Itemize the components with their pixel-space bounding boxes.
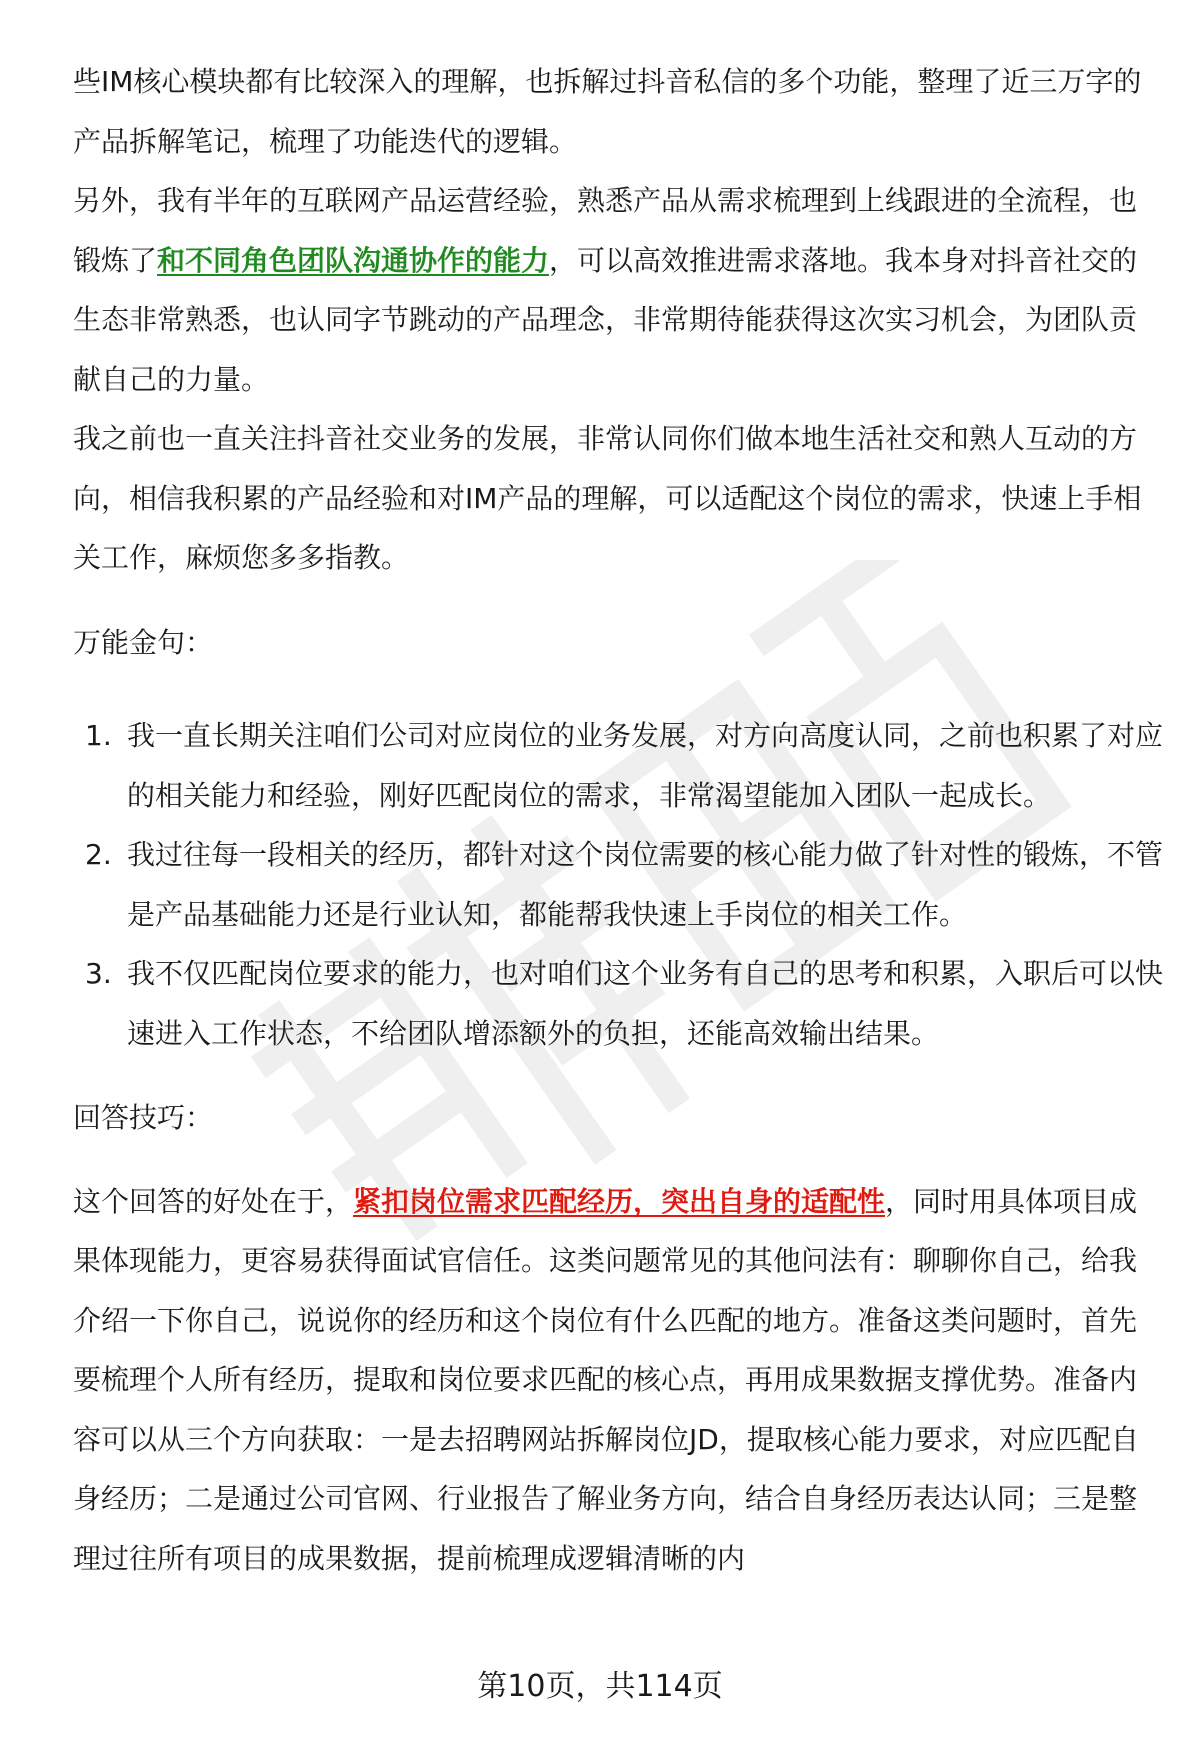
list-item-text: 我一直长期关注咱们公司对应岗位的业务发展，对方向高度认同，之前也积累了对应的相关能力和经验，刚好匹配岗位的需求，非常渴望能加入团队一起成长。 (127, 719, 1164, 812)
highlight-collaboration-ability: 和不同角色团队沟通协作的能力 (157, 243, 550, 277)
paragraph-operations-experience (73, 171, 1163, 409)
list-item-number: 1. (85, 719, 112, 752)
golden-sentence-list (73, 706, 1163, 1063)
paragraph-text-segment: ，同时用具体项目成果体现能力，更容易获得面试官信任。这类问题常见的其他问法有：聊聊你自己，给我介绍一下你自己，说说你的经历和这个岗位有什么匹配的地方。准备这类问题时，首先要梳理个人所有经历，提取和岗位要求匹配的核心点，再用成果数据支撑优势。准备内容可以从三个方向获取：一是去招聘网站拆解岗位JD，提取核心能力要求，对应匹配自身经历；二是通过公司官网、行业报告了解业务方向，结合自身经历表达认同；三是整理过往所有项目的成果数据，提前梳理成逻辑清晰的内 (73, 1184, 1139, 1575)
list-item (73, 944, 1163, 1063)
document-body (73, 52, 1163, 1588)
list-item-number: 3. (85, 957, 112, 990)
paragraph-social-business: 我之前也一直关注抖音社交业务的发展，非常认同你们做本地生活社交和熟人互动的方向，相信我积累的产品经验和对IM产品的理解，可以适配这个岗位的需求，快速上手相关工作，麻烦您多多指教。 (73, 422, 1142, 574)
list-item-number: 2. (85, 838, 112, 871)
list-item (73, 706, 1163, 825)
list-item-text: 我不仅匹配岗位要求的能力，也对咱们这个业务有自己的思考和积累，入职后可以快速进入工作状态，不给团队增添额外的负担，还能高效输出结果。 (127, 957, 1164, 1050)
paragraph-text-segment: ，可以高效推进需求落地。我本身对抖音社交的生态非常熟悉，也认同字节跳动的产品理念，非常期待能获得这次实习机会，为团队贡献自己的力量。 (73, 243, 1138, 396)
section-title-answer-tips: 回答技巧： (73, 1101, 214, 1134)
paragraph-im-modules: 些IM核心模块都有比较深入的理解，也拆解过抖音私信的多个功能，整理了近三万字的产品拆解笔记，梳理了功能迭代的逻辑。 (73, 65, 1142, 158)
list-item-text: 我过往每一段相关的经历，都针对这个岗位需要的核心能力做了针对性的锻炼，不管是产品基础能力还是行业认知，都能帮我快速上手岗位的相关工作。 (127, 838, 1164, 931)
page-number-footer: 第10页，共114页 (477, 1669, 723, 1704)
paragraph-answer-tips (73, 1172, 1163, 1589)
paragraph-text-segment: 这个回答的好处在于， (73, 1184, 354, 1218)
paragraph-text-segment: 另外，我有半年的互联网产品运营经验，熟悉产品从需求梳理到上线跟进的全流程，也锻炼了 (73, 184, 1138, 277)
highlight-key-point: 紧扣岗位需求匹配经历，突出自身的适配性 (353, 1184, 886, 1218)
list-item (73, 825, 1163, 944)
section-title-golden-sentences: 万能金句： (73, 625, 214, 659)
